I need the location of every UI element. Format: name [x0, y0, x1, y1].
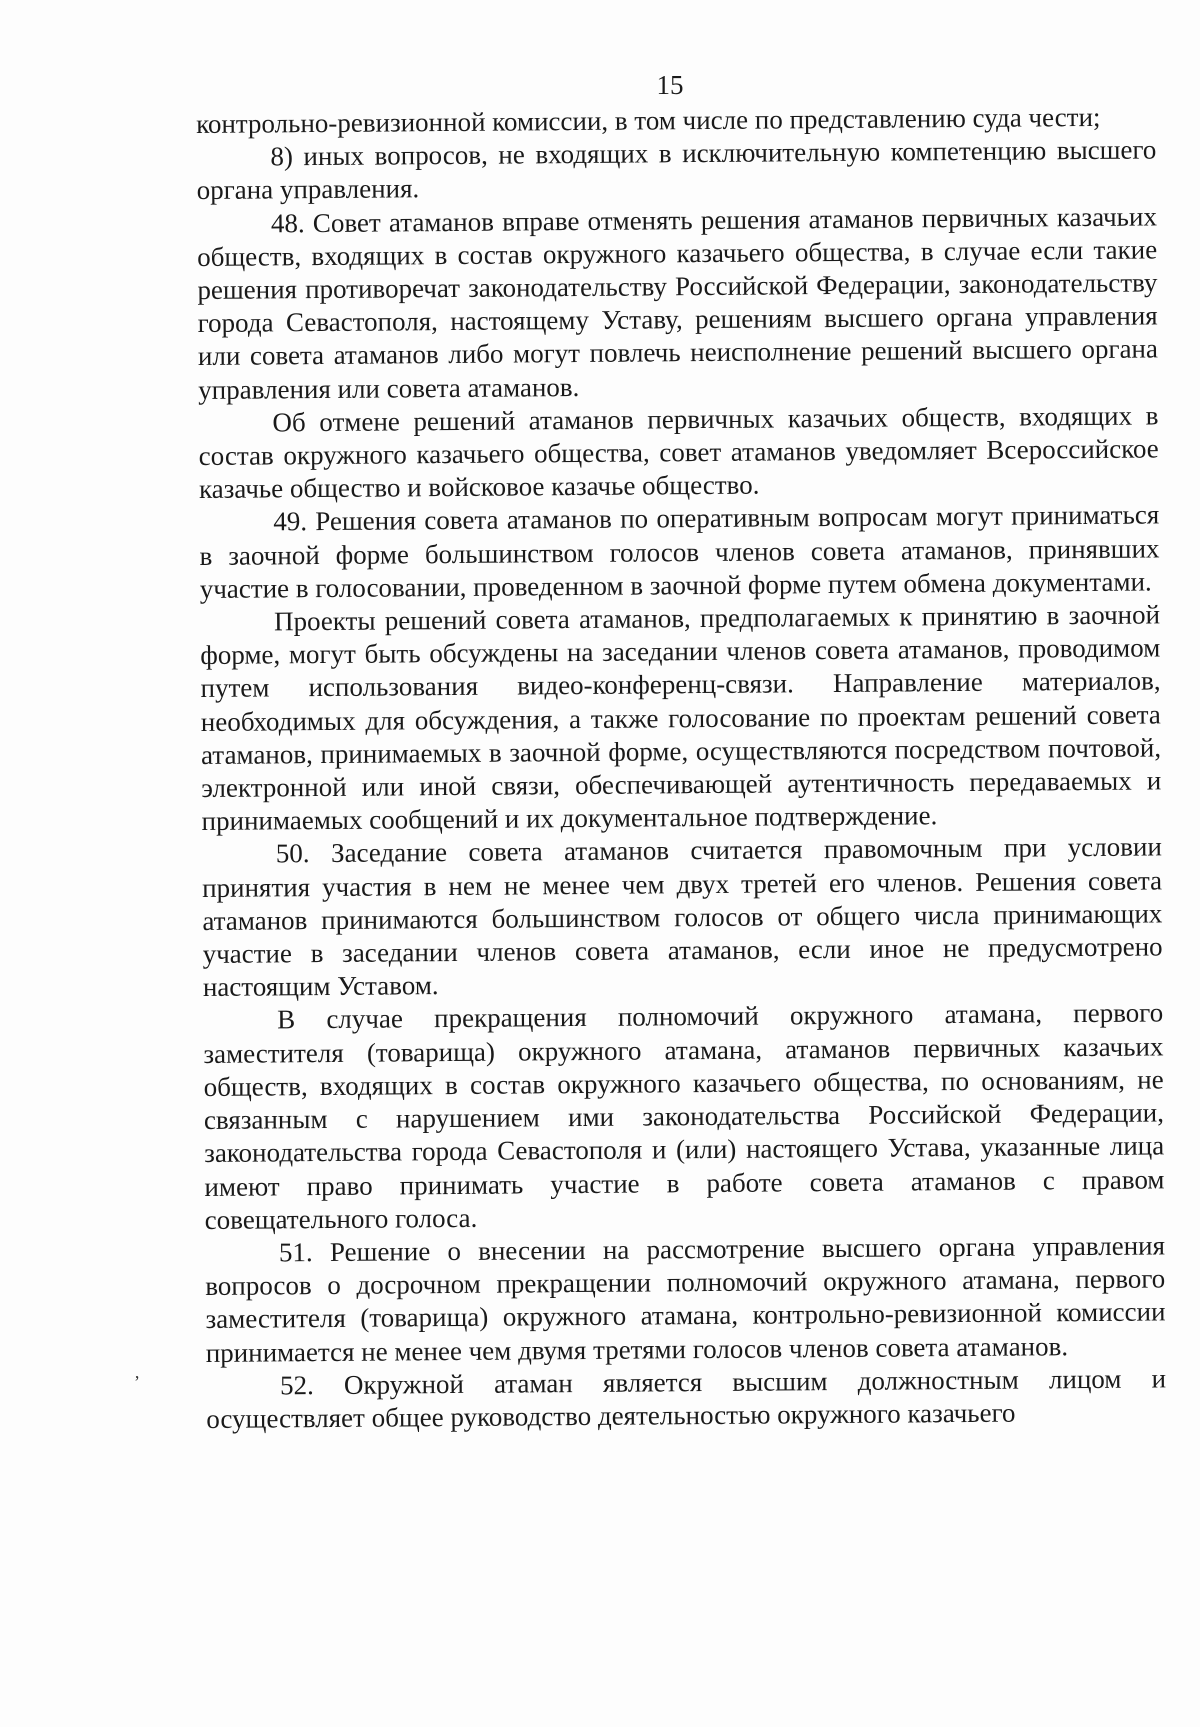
paragraph-52: 52. Окружной атаман является высшим должностным лицом и осуществляет общее руководство деятельностью окружного казачьего: [206, 1363, 1167, 1434]
scan-speck: ‚: [134, 1362, 140, 1382]
paragraph-49-drafts: Проекты решений совета атаманов, предполагаемых к принятию в заочной форме, могут быть обсуждены на заседании членов совета атаманов, проводимом путем использования видео-конференц-связи. Направление материалов, необходимых для обсуждения, а также голосование по проектам решений совета атаманов, принимаемых в заочной форме, осуществляются посредством почтовой, электронной или иной связи, обеспечивающей аутентичность передаваемых и принимаемых сообщений и их документальное подтверждение.: [200, 599, 1162, 837]
paragraph-item-8: 8) иных вопросов, не входящих в исключительную компетенцию высшего органа управления.: [196, 134, 1157, 206]
paragraph-51: 51. Решение о внесении на рассмотрение высшего органа управления вопросов о досрочном прекращении полномочий окружного атамана, первого заместителя (товарища) окружного атамана, контрольно-ревизионной комиссии принимается не менее чем двумя третями голосов членов совета атаманов.: [205, 1230, 1166, 1368]
document-body: [196, 100, 1166, 1436]
paragraph-50: 50. Заседание совета атаманов считается правомочным при условии принятия участия в нем не менее чем двух третей его членов. Решения совета атаманов принимаются большинством голосов от общего числа принимающих участие в заседании членов совета атаманов, если иное не предусмотрено настоящим Уставом.: [202, 831, 1163, 1003]
paragraph-continuation: контрольно-ревизионной комиссии, в том числе по представлению суда чести;: [196, 101, 1101, 139]
paragraph-49: 49. Решения совета атаманов по оперативным вопросам могут приниматься в заочной форме большинством голосов членов совета атаманов, принявших участие в голосовании, проведенном в заочной форме путем обмена документами.: [199, 499, 1160, 604]
paragraph-48: 48. Совет атаманов вправе отменять решения атаманов первичных казачьих обществ, входящих в состав окружного казачьего общества, в случае если такие решения противоречат законодательству Российской Федерации, законодательству города Севастополя, настоящему Уставу, решениям высшего органа управления или совета атаманов либо могут повлечь неисполнение решений высшего органа управления или совета атаманов.: [197, 201, 1159, 405]
paragraph-50-termination: В случае прекращения полномочий окружного атамана, первого заместителя (товарища) окружного атамана, атаманов первичных казачьих обществ, входящих в состав окружного казачьего общества, по основаниям, не связанным с нарушением ими законодательства Российской Федерации, законодательства города Севастополя и (или) настоящего Устава, указанные лица имеют право принимать участие в работе совета атаманов с правом совещательного голоса.: [203, 997, 1165, 1235]
page-number: 15: [656, 70, 684, 100]
paragraph-48-notice: Об отмене решений атаманов первичных казачьих обществ, входящих в состав окружного казачьего общества, совет атаманов уведомляет Всероссийское казачье общество и войсковое казачье общество.: [198, 400, 1159, 505]
